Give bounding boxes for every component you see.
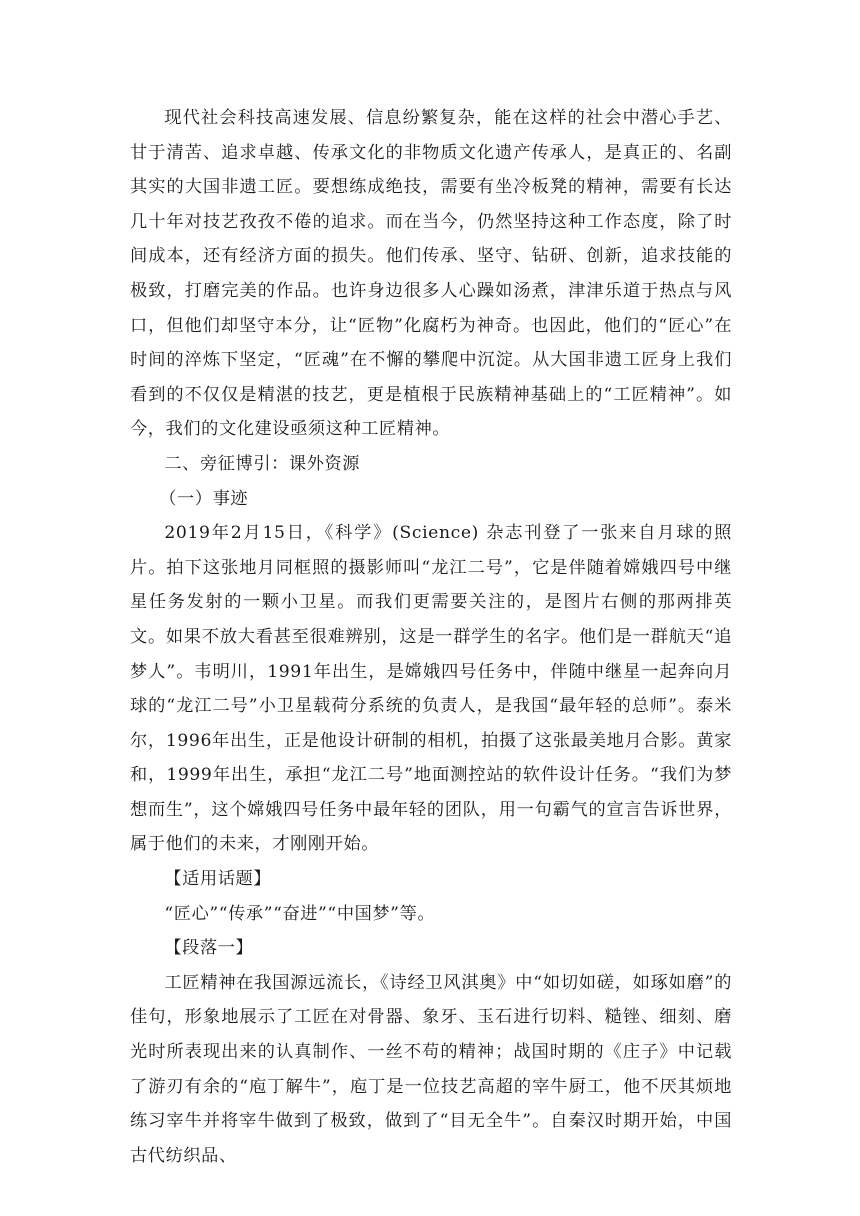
topics-text: “匠心”“传承”“奋进”“中国梦”等。: [164, 903, 436, 924]
body-paragraph-1: 现代社会科技高速发展、信息纷繁复杂，能在这样的社会中潜心手艺、甘于清苦、追求卓越、传承文化的非物质文化遗产传承人，是真正的、名副其实的大国非遗工匠。要想练成绝技，需要有坐冷板凳的精神，需要有长达几十年对技艺孜孜不倦的追求。而在当今，仍然坚持这种工作态度，除了时间成本，还有经济方面的损失。他们传承、坚守、钻研、创新，追求技能的极致，打磨完美的作品。也许身边很多人心躁如汤煮，津津乐道于热点与风口，但他们却坚守本分，让“匠物”化腐朽为神奇。也因此，他们的“匠心”在时间的淬炼下坚定，“匠魂”在不懈的攀爬中沉淀。从大国非遗工匠身上我们看到的不仅仅是精湛的技艺，更是植根于民族精神基础上的“工匠精神”。如今，我们的文化建设亟须这种工匠精神。: [130, 108, 732, 440]
body-paragraph-3: 工匠精神在我国源远流长，《诗经卫风淇奥》中“如切如磋，如琢如磨”的佳句，形象地展示了工匠在对骨器、象牙、玉石进行切料、糙锉、细刻、磨光时所表现出来的认真制作、一丝不苟的精神；战国时期的《庄子》中记载了游刃有余的“庖丁解牛”，庖丁是一位技艺高超的宰牛厨工，他不厌其烦地练习宰牛并将宰牛做到了极致，做到了“目无全牛”。自秦汉时期开始，中国古代纺织品、: [130, 972, 732, 1166]
subsection-heading: （一）事迹: [159, 488, 249, 509]
section-heading: 二、旁征博引：课外资源: [164, 453, 361, 474]
paragraph-label: 【段落一】: [164, 938, 254, 959]
body-paragraph-2: 2019年2月15日，《科学》(Science) 杂志刊登了一张来自月球的照片。拍下这张地月同框照的摄影师叫“龙江二号”，它是伴随着嫦娥四号中继星任务发射的一颗小卫星。而我们更需要关注的，是图片右侧的那两排英文。如果不放大看甚至很难辨别，这是一群学生的名字。他们是一群航天“追梦人”。韦明川，1991年出生，是嫦娥四号任务中，伴随中继星一起奔向月球的“龙江二号”小卫星载荷分系统的负责人，是我国“最年轻的总师”。泰米尔，1996年出生，正是他设计研制的相机，拍摄了这张最美地月合影。黄家和，1999年出生，承担“龙江二号”地面测控站的软件设计任务。“我们为梦想而生”，这个嫦娥四号任务中最年轻的团队，用一句霸气的宣言告诉世界，属于他们的未来，才刚刚开始。: [130, 523, 732, 855]
topics-label: 【适用话题】: [164, 869, 272, 890]
